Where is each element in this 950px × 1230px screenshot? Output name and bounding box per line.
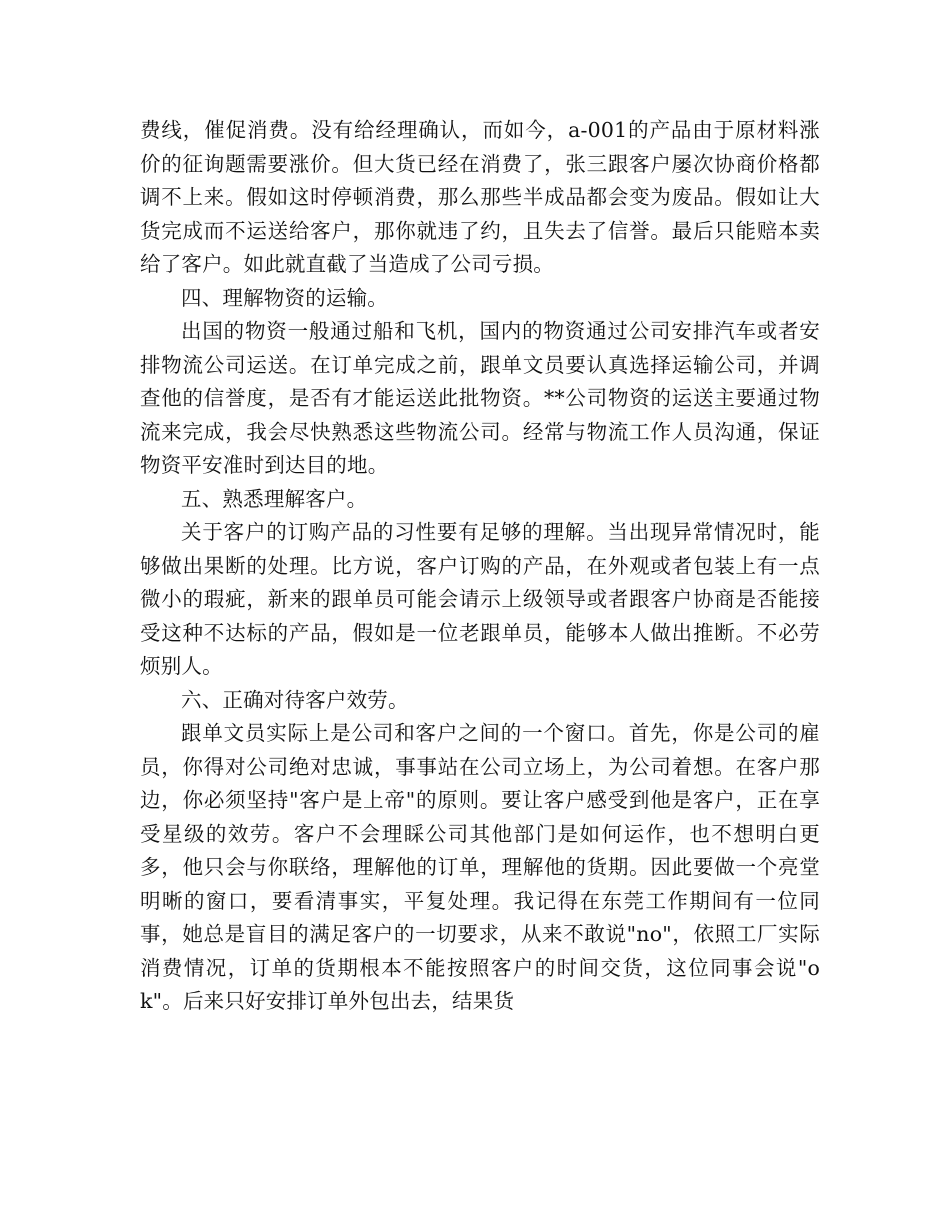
document-body <box>140 114 820 1019</box>
paragraph-continuation: 费线，催促消费。没有给经理确认，而如今，a-001的产品由于原材料涨价的征询题需要涨价。但大货已经在消费了，张三跟客户屡次协商价格都调不上来。假如这时停顿消费，那么那些半成品都会变为废品。假如让大货完成而不运送给客户，那你就违了约，且失去了信誉。最后只能赔本卖给了客户。如此就直截了当造成了公司亏损。 <box>140 118 820 276</box>
paragraph-customer-habits: 关于客户的订购产品的习性要有足够的理解。当出现异常情况时，能够做出果断的处理。比方说，客户订购的产品，在外观或者包装上有一点微小的瑕疵，新来的跟单员可能会请示上级领导或者跟客户协商是否能接受这种不达标的产品，假如是一位老跟单员，能够本人做出推断。不必劳烦别人。 <box>140 520 820 678</box>
paragraph-customer-service: 跟单文员实际上是公司和客户之间的一个窗口。首先，你是公司的雇员，你得对公司绝对忠诚，事事站在公司立场上，为公司着想。在客户那边，你必须坚持"客户是上帝"的原则。要让客户感受到他是客户，正在享受星级的效劳。客户不会理睬公司其他部门是如何运作，也不想明白更多，他只会与你联络，理解他的订单，理解他的货期。因此要做一个亮堂明晰的窗口，要看清事实，平复处理。我记得在东莞工作期间有一位同事，她总是盲目的满足客户的一切要求，从来不敢说"no"，依照工厂实际消费情况，订单的货期根本不能按照客户的时间交货，这位同事会说"ok"。后来只好安排订单外包出去，结果货 <box>140 721 820 1013</box>
paragraph-logistics: 出国的物资一般通过船和飞机，国内的物资通过公司安排汽车或者安排物流公司运送。在订单完成之前，跟单文员要认真选择运输公司，并调查他的信誉度，是否有才能运送此批物资。**公司物资的运送主要通过物流来完成，我会尽快熟悉这些物流公司。经常与物流工作人员沟通，保证物资平安准时到达目的地。 <box>140 319 820 477</box>
section-heading-5: 五、熟悉理解客户。 <box>181 486 368 511</box>
section-heading-6: 六、正确对待客户效劳。 <box>181 687 409 712</box>
section-heading-4: 四、理解物资的运输。 <box>181 285 388 310</box>
